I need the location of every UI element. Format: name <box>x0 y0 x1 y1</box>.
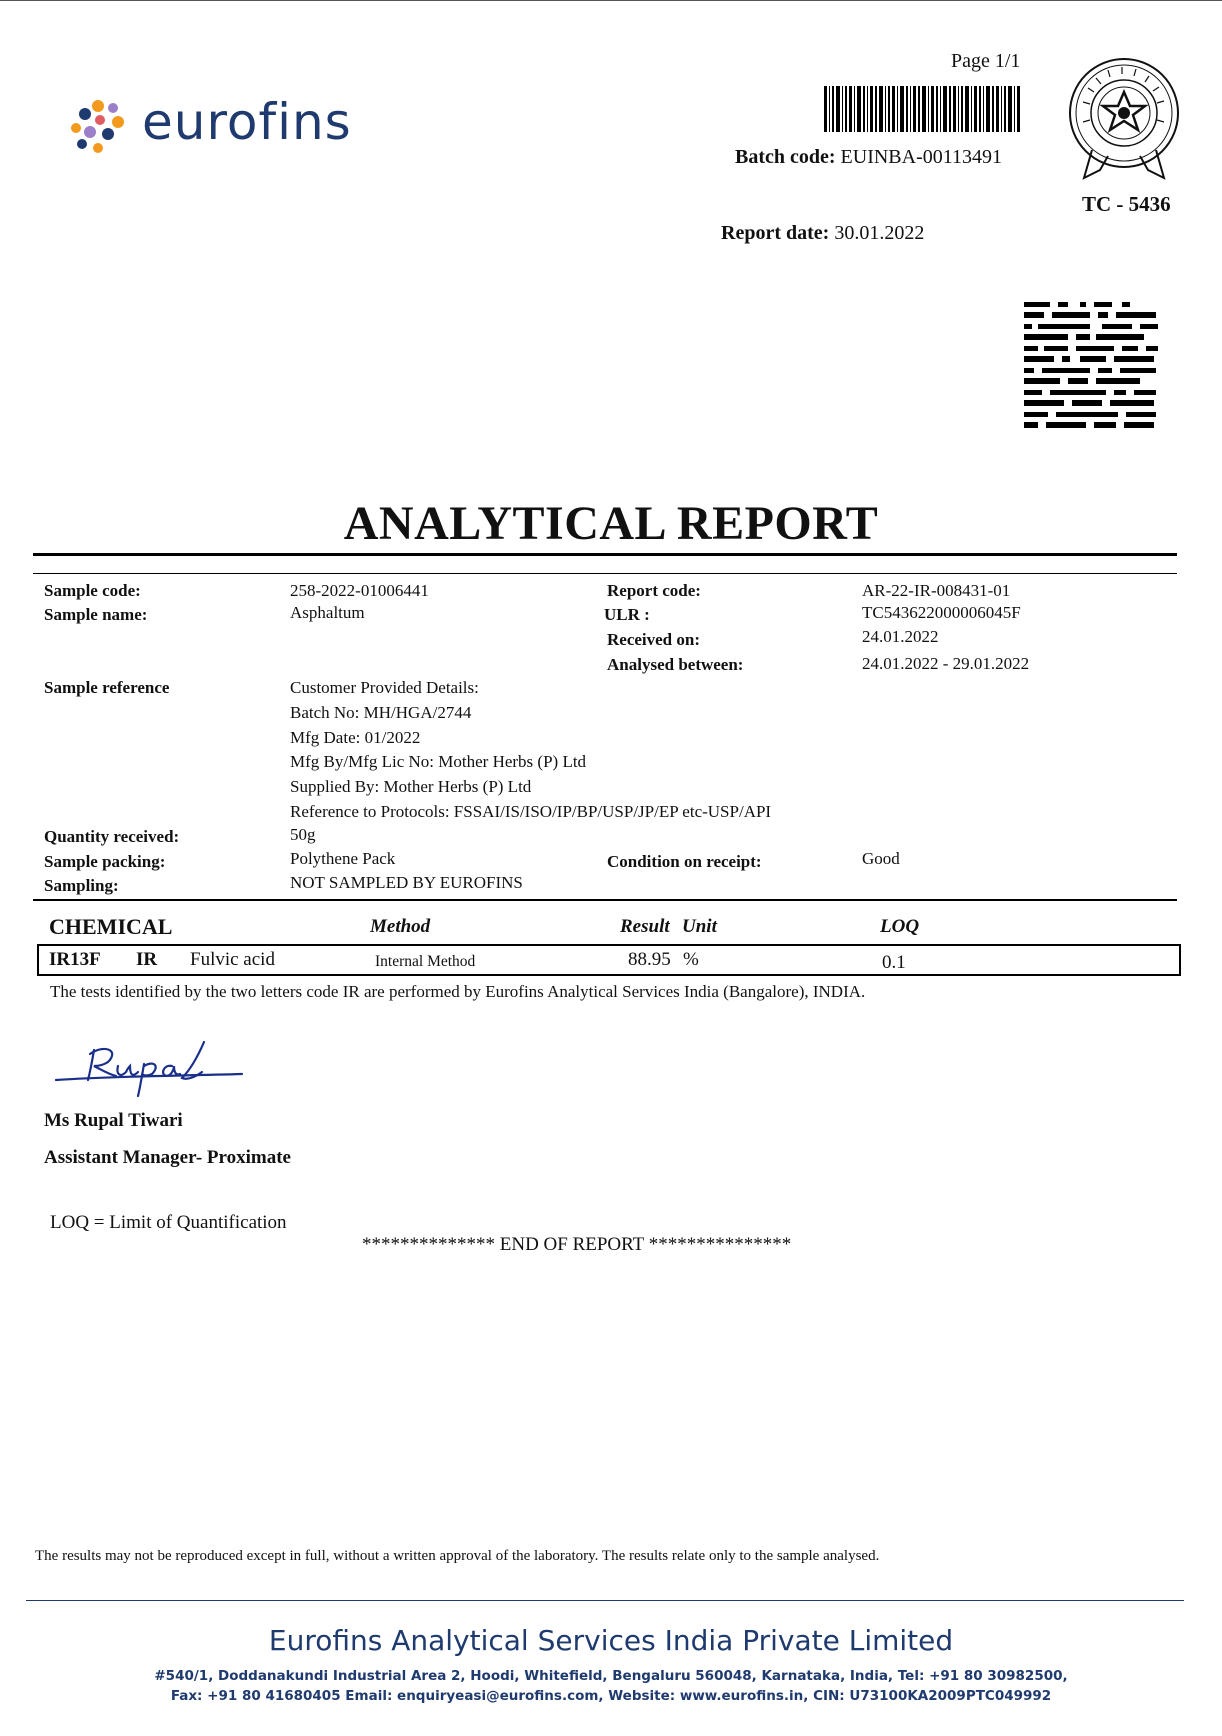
eurofins-logo <box>68 92 368 162</box>
sample-name-value: Asphaltum <box>290 603 365 622</box>
logo-text: eurofins <box>142 93 352 151</box>
reference-line: Mfg Date: 01/2022 <box>290 728 421 747</box>
company-address-line1: #540/1, Doddanakundi Industrial Area 2, Hoodi, Whitefield, Bengaluru 560048, Karnataka, India, Tel: +91 80 30982500, <box>154 1668 1068 1684</box>
company-address-line2: Fax: +91 80 41680405 Email: enquiryeasi@eurofins.com, Website: www.eurofins.in, CIN: U73100KA2009PTC049992 <box>170 1688 1052 1704</box>
packing-label: Sample packing: <box>44 852 166 871</box>
sample-code-value: 258-2022-01006441 <box>290 581 429 600</box>
loq-column-header: LOQ <box>880 916 920 937</box>
company-name: Eurofins Analytical Services India Private Limited <box>268 1624 954 1657</box>
reference-line: Reference to Protocols: FSSAI/IS/ISO/IP/BP/USP/JP/EP etc-USP/API <box>290 802 772 821</box>
barcode-icon <box>824 86 1020 132</box>
signer-name: Ms Rupal Tiwari <box>44 1110 183 1131</box>
qr-code-icon <box>1022 300 1162 434</box>
reference-line: Mfg By/Mfg Lic No: Mother Herbs (P) Ltd <box>290 752 587 771</box>
top-border <box>0 0 1222 1</box>
condition-label: Condition on receipt: <box>607 852 762 871</box>
report-title: ANALYTICAL REPORT <box>343 497 879 550</box>
sampling-value: NOT SAMPLED BY EUROFINS <box>290 873 523 892</box>
quantity-value: 50g <box>290 825 316 844</box>
reference-line: Customer Provided Details: <box>290 678 479 697</box>
report-date-value: 30.01.2022 <box>834 222 925 244</box>
accreditation-code: TC - 5436 <box>1082 192 1171 216</box>
report-date-label: Report date: <box>721 222 830 244</box>
received-value: 24.01.2022 <box>862 627 939 646</box>
disclaimer: The results may not be reproduced except in full, without a written approval of the laboratory. The results relate only to the sample analysed. <box>35 1548 880 1564</box>
loq-value: 0.1 <box>882 952 906 973</box>
signer-role: Assistant Manager- Proximate <box>44 1147 291 1168</box>
analysed-label: Analysed between: <box>607 655 744 674</box>
report-code-label: Report code: <box>607 581 701 600</box>
received-label: Received on: <box>607 630 701 649</box>
result-column-header: Result <box>620 916 670 937</box>
ulr-label: ULR : <box>604 605 650 624</box>
unit-value: % <box>683 949 699 970</box>
sample-reference-label: Sample reference <box>44 678 170 697</box>
lab-note: The tests identified by the two letters code IR are performed by Eurofins Analytical Services India (Bangalore), INDIA. <box>50 982 866 1001</box>
ulr-value: TC543622000006045F <box>862 603 1021 622</box>
page-number: Page 1/1 <box>951 50 1021 72</box>
batch-code <box>735 146 1002 169</box>
test-code: IR13F <box>49 949 101 970</box>
condition-value: Good <box>862 849 900 868</box>
section-rule <box>33 899 1177 901</box>
reference-line: Supplied By: Mother Herbs (P) Ltd <box>290 777 532 796</box>
logo-dots-icon <box>68 98 138 158</box>
report-code-value: AR-22-IR-008431-01 <box>862 581 1011 600</box>
parameter-name: Fulvic acid <box>190 949 275 970</box>
title-rule <box>33 553 1177 556</box>
quantity-label: Quantity received: <box>44 827 180 846</box>
lab-code: IR <box>136 949 158 970</box>
result-value: 88.95 <box>628 949 671 970</box>
sample-name-label: Sample name: <box>44 605 148 624</box>
report-date <box>721 222 924 245</box>
method-value: Internal Method <box>375 953 476 970</box>
chemical-section-heading: CHEMICAL <box>49 914 173 939</box>
end-of-report: ************** END OF REPORT *************** <box>362 1234 792 1255</box>
batch-code-value: EUINBA-00113491 <box>840 146 1003 168</box>
accreditation-seal-icon <box>1066 58 1182 186</box>
unit-column-header: Unit <box>682 916 717 937</box>
packing-value: Polythene Pack <box>290 849 396 868</box>
loq-definition: LOQ = Limit of Quantification <box>50 1212 287 1233</box>
analysed-value: 24.01.2022 - 29.01.2022 <box>862 654 1030 673</box>
signature-icon <box>54 1036 244 1100</box>
footer-rule <box>26 1600 1184 1601</box>
reference-line: Batch No: MH/HGA/2744 <box>290 703 472 722</box>
method-column-header: Method <box>370 916 431 937</box>
sampling-label: Sampling: <box>44 876 119 895</box>
sample-code-label: Sample code: <box>44 581 141 600</box>
header-rule <box>33 573 1177 574</box>
batch-code-label: Batch code: <box>735 146 836 168</box>
